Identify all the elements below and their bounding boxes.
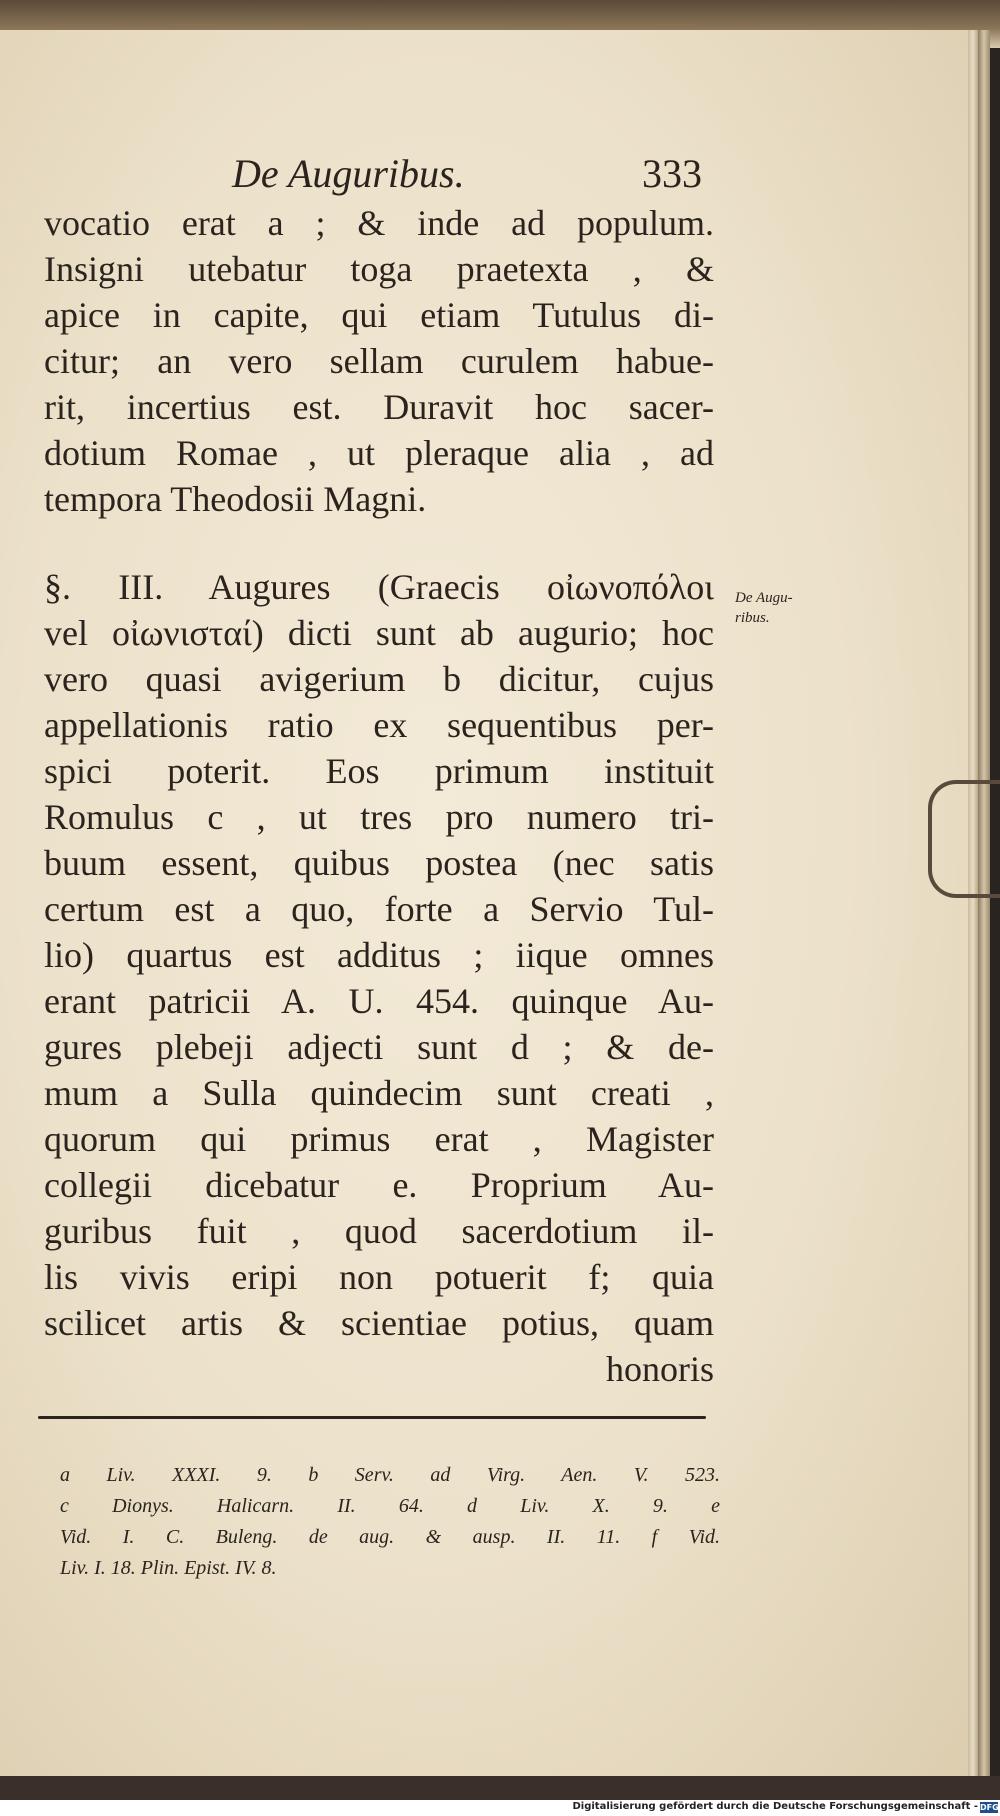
text-line: Romulus c , ut tres pro numero tri- bbox=[44, 797, 714, 837]
footnote-rule bbox=[38, 1416, 706, 1419]
text-line: buum essent, quibus postea (nec satis bbox=[44, 843, 714, 883]
body-text bbox=[44, 200, 714, 1392]
footnote-line: a Liv. XXXI. 9. b Serv. ad Virg. Aen. V. 523. bbox=[60, 1464, 720, 1486]
text-line: vero quasi avigerium b dicitur, cujus bbox=[44, 659, 714, 699]
text-line: quorum qui primus erat , Magister bbox=[44, 1119, 714, 1159]
text-line: vocatio erat a ; & inde ad populum. bbox=[44, 203, 714, 243]
footnotes bbox=[60, 1460, 720, 1584]
text-line: mum a Sulla quindecim sunt creati , bbox=[44, 1073, 714, 1113]
running-title: De Auguribus. bbox=[232, 151, 465, 196]
text-line: appellationis ratio ex sequentibus per- bbox=[44, 705, 714, 745]
page-edge-outer bbox=[978, 30, 990, 1776]
book-clip bbox=[928, 780, 1000, 898]
catchword: honoris bbox=[606, 1349, 714, 1389]
marginal-note bbox=[735, 588, 793, 628]
paragraph-gap bbox=[44, 522, 714, 564]
page-header bbox=[0, 150, 968, 200]
text-line: citur; an vero sellam curulem habue- bbox=[44, 341, 714, 381]
text-line: scilicet artis & scientiae potius, quam bbox=[44, 1303, 714, 1343]
text-line: lio) quartus est additus ; iique omnes bbox=[44, 935, 714, 975]
funding-note: Digitalisierung gefördert durch die Deutsche Forschungsgemeinschaft - bbox=[572, 1801, 978, 1812]
text-line: erant patricii A. U. 454. quinque Au- bbox=[44, 981, 714, 1021]
scan-bottom-band bbox=[0, 1776, 1000, 1800]
text-line: §. III. Augures (Graecis οἰωνοπόλοι bbox=[44, 567, 714, 607]
text-line: lis vivis eripi non potuerit f; quia bbox=[44, 1257, 714, 1297]
footnote-line: c Dionys. Halicarn. II. 64. d Liv. X. 9. e bbox=[60, 1495, 720, 1517]
page-number: 333 bbox=[642, 151, 702, 196]
text-line: dotium Romae , ut pleraque alia , ad bbox=[44, 433, 714, 473]
text-line: vel οἰωνισταί) dicti sunt ab augurio; hoc bbox=[44, 613, 714, 653]
dfg-logo: DFG bbox=[980, 1803, 999, 1812]
text-line: rit, incertius est. Duravit hoc sacer- bbox=[44, 387, 714, 427]
text-line: Insigni utebatur toga praetexta , & bbox=[44, 249, 714, 289]
text-line: spici poterit. Eos primum instituit bbox=[44, 751, 714, 791]
text-line: gures plebeji adjecti sunt d ; & de- bbox=[44, 1027, 714, 1067]
text-line: apice in capite, qui etiam Tutulus di- bbox=[44, 295, 714, 335]
marginal-note-line: De Augu- bbox=[735, 590, 793, 606]
marginal-note-line: ribus. bbox=[735, 610, 770, 626]
text-line: certum est a quo, forte a Servio Tul- bbox=[44, 889, 714, 929]
text-line: tempora Theodosii Magni. bbox=[44, 479, 427, 519]
footnote-line: Vid. I. C. Buleng. de aug. & ausp. II. 11. f Vid. bbox=[60, 1526, 720, 1548]
text-line: collegii dicebatur e. Proprium Au- bbox=[44, 1165, 714, 1205]
text-line: guribus fuit , quod sacerdotium il- bbox=[44, 1211, 714, 1251]
footnote-line: Liv. I. 18. Plin. Epist. IV. 8. bbox=[60, 1557, 277, 1579]
page-edge bbox=[968, 30, 978, 1776]
